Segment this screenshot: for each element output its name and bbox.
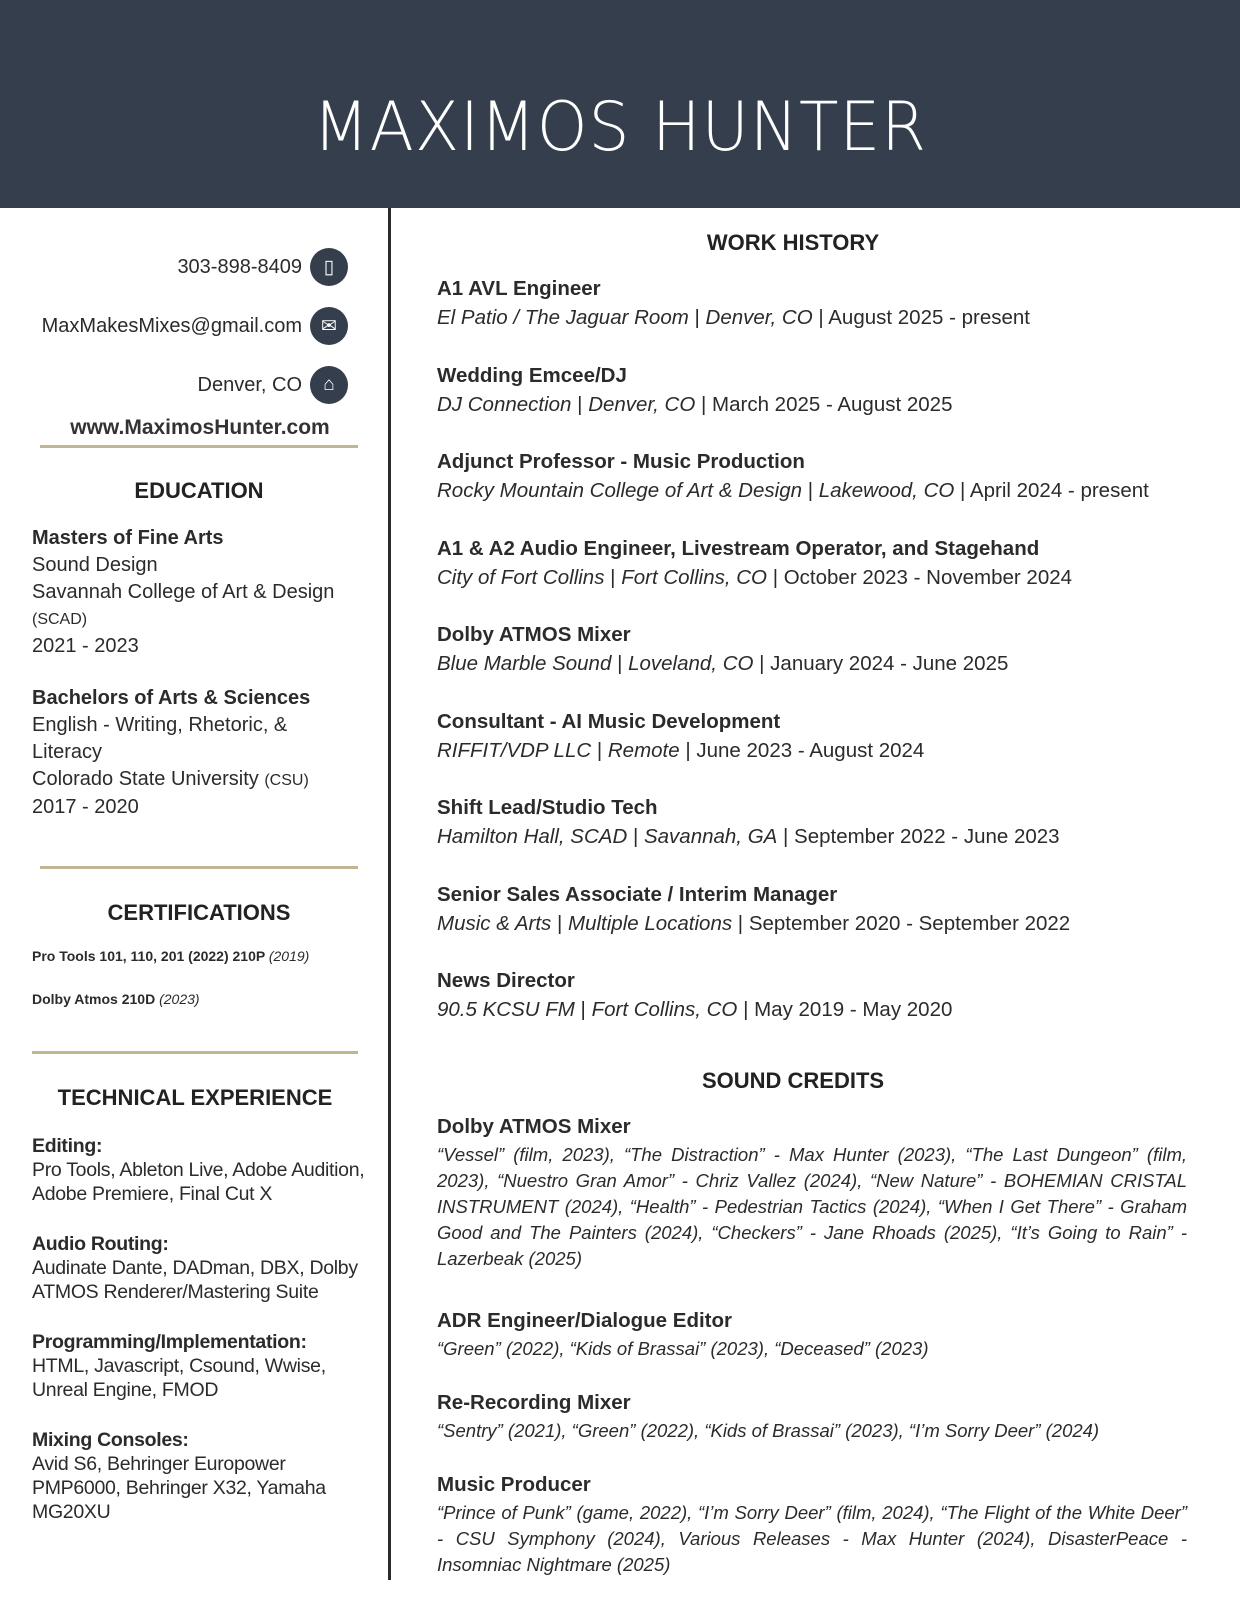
credit-text: “Prince of Punk” (game, 2022), “I’m Sorry Deer” (film, 2024), “The Flight of the White Deer” - CSU Symphony (2024), Various Releases - Max Hunter (2024), DisasterPeace - Insomniac Nightmare (2025) <box>437 1502 1187 1575</box>
school: Savannah College of Art & Design <box>32 581 335 603</box>
job-dates: October 2023 - November 2024 <box>783 565 1073 589</box>
school: Colorado State University <box>32 768 259 790</box>
credit-text: “Green” (2022), “Kids of Brassai” (2023), “Deceased” (2023) <box>437 1338 929 1359</box>
job-location: Denver, CO <box>705 306 813 329</box>
location-text: Denver, CO <box>197 373 302 396</box>
header-banner <box>0 0 1240 208</box>
phone-text: 303-898-8409 <box>177 255 302 278</box>
job-title: News Director <box>437 969 575 992</box>
education-item <box>32 525 372 660</box>
sound-credits-heading: SOUND CREDITS <box>701 1068 885 1093</box>
job-location: Denver, CO <box>588 392 696 416</box>
certification-item <box>32 991 200 1007</box>
job-entry: News Director 90.5 KCSU FM | Fort Collins, CO | May 2019 - May 2020 <box>437 966 952 1024</box>
job-title: Consultant - AI Music Development <box>437 709 781 733</box>
job-entry: Senior Sales Associate / Interim Manager Music & Arts | Multiple Locations | September 2020 - September 2022 <box>437 880 1070 938</box>
school-abbr: (CSU) <box>264 772 309 789</box>
work-history-heading: WORK HISTORY <box>706 230 880 255</box>
job-dates: April 2024 - present <box>969 479 1149 502</box>
job-dates: August 2025 - present <box>828 306 1030 329</box>
job-entry: Adjunct Professor - Music Production Rocky Mountain College of Art & Design | Lakewood, CO | April 2024 - present <box>437 447 1149 505</box>
degree: Masters of Fine Arts <box>32 527 224 549</box>
job-company: City of Fort Collins <box>437 565 605 589</box>
job-dates: September 2020 - September 2022 <box>748 911 1071 935</box>
column-divider <box>388 208 391 1580</box>
job-entry: Shift Lead/Studio Tech Hamilton Hall, SCAD | Savannah, GA | September 2022 - June 2023 <box>437 793 1060 851</box>
credit-role: ADR Engineer/Dialogue Editor <box>437 1309 732 1332</box>
job-location: Fort Collins, CO <box>621 565 767 589</box>
job-title: Wedding Emcee/DJ <box>437 363 627 387</box>
school-abbr: (SCAD) <box>32 611 88 628</box>
cert-text: Pro Tools 101, 110, 201 (2022) 210P <box>32 948 265 964</box>
job-entry: Dolby ATMOS Mixer Blue Marble Sound | Loveland, CO | January 2024 - June 2025 <box>437 620 1008 678</box>
education-item <box>32 685 332 821</box>
field: Sound Design <box>32 554 158 576</box>
contact-location <box>198 366 348 404</box>
job-title: Adjunct Professor - Music Production <box>437 450 805 473</box>
job-company: Rocky Mountain College of Art & Design <box>437 479 802 502</box>
credit-role: Re-Recording Mixer <box>437 1391 631 1414</box>
website-link[interactable]: www.MaximosHunter.com <box>70 416 330 439</box>
divider <box>40 445 358 448</box>
credit-role: Dolby ATMOS Mixer <box>437 1115 631 1138</box>
job-location: Remote <box>607 738 680 762</box>
credit-item <box>437 1112 1187 1272</box>
job-company: RIFFIT/VDP LLC <box>437 738 592 762</box>
cert-year: (2023) <box>159 991 200 1007</box>
job-company: Hamilton Hall, SCAD <box>437 825 628 848</box>
cert-year: (2019) <box>268 948 310 964</box>
technical-heading: TECHNICAL EXPERIENCE <box>57 1085 333 1110</box>
job-dates: January 2024 - June 2025 <box>770 652 1009 675</box>
field: English - Writing, Rhetoric, & Literacy <box>32 714 288 763</box>
contact-email <box>42 307 348 345</box>
job-title: Dolby ATMOS Mixer <box>437 623 631 646</box>
job-title: A1 AVL Engineer <box>437 277 601 300</box>
job-entry: Consultant - AI Music Development RIFFIT/VDP LLC | Remote | June 2023 - August 2024 <box>437 707 924 765</box>
years: 2021 - 2023 <box>32 635 139 657</box>
cert-text: Dolby Atmos 210D <box>32 991 156 1007</box>
tech-item <box>32 1232 382 1304</box>
job-location: Loveland, CO <box>628 652 754 675</box>
job-dates: June 2023 - August 2024 <box>696 738 925 762</box>
degree: Bachelors of Arts & Sciences <box>32 687 311 709</box>
credit-item <box>437 1388 1187 1444</box>
job-company: Blue Marble Sound <box>437 652 612 675</box>
job-title: Shift Lead/Studio Tech <box>437 796 658 819</box>
job-title: Senior Sales Associate / Interim Manager <box>437 882 838 906</box>
divider <box>32 1051 358 1054</box>
tech-text: Pro Tools, Ableton Live, Adobe Audition, Adobe Premiere, Final Cut X <box>32 1159 365 1205</box>
job-title: A1 & A2 Audio Engineer, Livestream Operator, and Stagehand <box>437 536 1040 560</box>
contact-phone <box>177 248 348 286</box>
job-entry: A1 & A2 Audio Engineer, Livestream Operator, and Stagehand City of Fort Collins | Fort Collins, CO | October 2023 - November 2024 <box>437 534 1072 592</box>
tech-label: Audio Routing: <box>32 1233 169 1255</box>
years: 2017 - 2020 <box>32 796 139 818</box>
job-dates: March 2025 - August 2025 <box>712 392 953 416</box>
tech-label: Editing: <box>32 1135 103 1157</box>
job-company: DJ Connection <box>437 392 572 416</box>
home-icon: ⌂ <box>310 366 348 404</box>
credit-item <box>437 1306 1187 1362</box>
tech-label: Programming/Implementation: <box>32 1331 307 1353</box>
job-entry: Wedding Emcee/DJ DJ Connection | Denver, CO | March 2025 - August 2025 <box>437 361 952 419</box>
tech-text: HTML, Javascript, Csound, Wwise, Unreal Engine, FMOD <box>32 1355 326 1401</box>
job-entry: A1 AVL Engineer El Patio / The Jaguar Room | Denver, CO | August 2025 - present <box>437 274 1030 332</box>
job-dates: September 2022 - June 2023 <box>794 825 1060 848</box>
tech-text: Avid S6, Behringer Europower PMP6000, Behringer X32, Yamaha MG20XU <box>32 1453 326 1523</box>
job-company: El Patio / The Jaguar Room <box>437 306 689 329</box>
phone-icon: ▯ <box>310 248 348 286</box>
tech-item <box>32 1330 382 1402</box>
credit-text: “Sentry” (2021), “Green” (2022), “Kids of Brassai” (2023), “I’m Sorry Deer” (2024) <box>437 1420 1100 1441</box>
job-location: Lakewood, CO <box>818 479 955 502</box>
job-company: Music & Arts <box>437 911 552 935</box>
credit-text: “Vessel” (film, 2023), “The Distraction” - Max Hunter (2023), “The Last Dungeon” (film, 2023), “Nuestro Gran Amor” - Chriz Vallez (2024), “New Nature” - BOHEMIAN CRISTAL INSTRUMENT (2024), “Health” - Pedestrian Tactics (2024), “When I Get There” - Graham Good and The Painters (2024), “Checkers” - Jane Rhoads (2025), “It’s Going to Rain” - Lazerbeak (2025) <box>437 1144 1187 1269</box>
job-dates: May 2019 - May 2020 <box>754 998 953 1021</box>
job-location: Fort Collins, CO <box>591 998 738 1021</box>
email-text: MaxMakesMixes@gmail.com <box>41 314 302 337</box>
tech-item <box>32 1428 372 1524</box>
credit-role: Music Producer <box>437 1473 591 1496</box>
tech-item <box>32 1134 382 1206</box>
mail-icon: ✉ <box>310 307 348 345</box>
tech-label: Mixing Consoles: <box>32 1429 189 1451</box>
certifications-heading: CERTIFICATIONS <box>107 900 291 925</box>
tech-text: Audinate Dante, DADman, DBX, Dolby ATMOS Renderer/Mastering Suite <box>32 1257 358 1303</box>
job-location: Savannah, GA <box>643 825 778 848</box>
credit-item <box>437 1470 1187 1578</box>
certification-item <box>32 948 309 964</box>
candidate-name: MAXIMOS HUNTER <box>312 88 927 167</box>
education-heading: EDUCATION <box>134 478 264 503</box>
job-company: 90.5 KCSU FM <box>437 998 575 1021</box>
divider <box>40 866 358 869</box>
job-location: Multiple Locations <box>568 911 733 935</box>
